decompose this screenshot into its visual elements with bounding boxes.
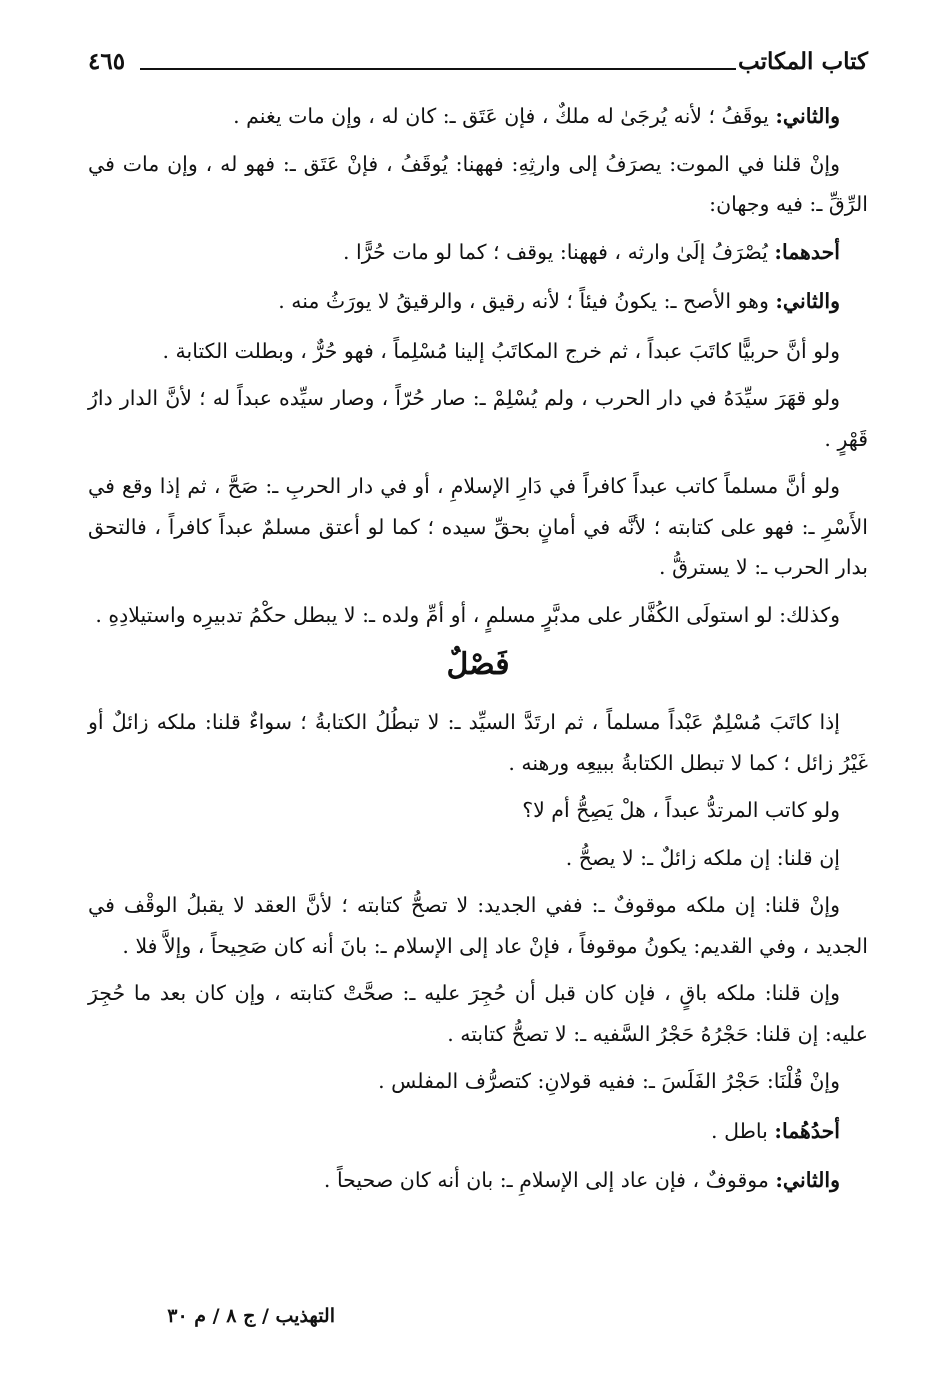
paragraph-text: وإنْ قلنا في الموت: يصرَفُ إلى وارثِهِ: فههنا: يُوقَفُ ، فإنْ عَتَق ـ: فهو له ، وإن مات في الرِّقِّ ـ: فيه وجهان: [88,151,868,216]
paragraph [88,595,868,636]
paragraph-lead: والثاني: [775,1168,840,1192]
paragraph [88,973,868,1054]
paragraph [88,790,868,831]
printer-signature: التهذيب / ج ٨ / م ٣٠ [167,1305,335,1327]
paragraph-text: إذا كاتَبَ مُسْلِمٌ عَبْداً مسلماً ، ثم ارتَدَّ السيِّد ـ: لا تبطُلُ الكتابةُ ؛ سواءٌ قلنا: ملكه زائلٌ أو غَيْرُ زائل ؛ كما لا تبطل الكتابةُ ببيعِه ورهنه . [88,710,868,775]
page-header [88,48,868,88]
paragraph-text: ولو قهَرَ سيِّدَهُ في دار الحرب ، ولم يُسْلِمْ ـ: صار حُرّاً ، وصار سيِّده عبداً له ؛ لأنَّ الدار دارُ قَهْرٍ . [88,386,868,451]
paragraph [88,281,868,322]
paragraph [88,1111,868,1152]
paragraph-text: موقوفٌ ، فإن عاد إلى الإسلامِ ـ: بان أنه كان صحيحاً . [323,1168,776,1192]
paragraph [88,466,868,588]
paragraph [88,331,868,372]
paragraph-lead: والثاني: [775,104,840,128]
paragraph [88,378,868,459]
paragraph-text: وكذلك: لو استولَى الكُفَّار على مدبَّرٍ مسلمٍ ، أو أمِّ ولده ـ: لا يبطل حكْمُ تدبيرِه واستيلادِهِ . [95,602,840,627]
chapter-title: كتاب المكاتب [738,48,868,75]
paragraph [88,1160,868,1201]
paragraph [88,838,868,879]
header-rule [140,68,736,70]
paragraph-lead: أحدهما: [774,239,840,264]
paragraph [88,232,868,273]
paragraph [88,144,868,225]
paragraph-text: ولو أنَّ حربيًّا كاتَبَ عبداً ، ثم خرج المكاتَبُ إلينا مُسْلِماً ، فهو حُرٌّ ، وبطلت الكتابة . [162,338,840,363]
paragraph-text: إن قلنا: إن ملكه زائلٌ ـ: لا يصحُّ . [565,845,840,870]
page-body [88,96,868,1210]
paragraph-text: وإنْ قُلْنَا: حَجْرُ الفَلَسَ ـ: ففيه قولانِ: كتصرُّف المفلس . [378,1069,840,1093]
paragraph-text: وإنْ قلنا: إن ملكه موقوفٌ ـ: ففي الجديد: لا تصحُّ كتابته ؛ لأنَّ العقد لا يقبلُ الوقْف في الجديد ، وفي القديم: يكونُ موقوفاً ، فإنْ عاد إلى الإسلام ـ: بانَ أنه كان صَحِيحاً ، وإلاَّ فلا . [88,893,868,958]
paragraph [88,1061,868,1102]
paragraph [88,885,868,966]
paragraph-lead: أحدُهُما: [774,1118,840,1143]
paragraph-text: يُصْرَفُ إلَىٰ وارثه ، فههنا: يوقف ؛ كما لو مات حُرًّا . [343,239,775,264]
paragraph-text: وهو الأصح ـ: يكونُ فيئاً ؛ لأنه رقيق ، والرقيقُ لا يورَثُ منه . [278,289,776,313]
paragraph-text: يوقَفُ ؛ لأنه يُرجَىٰ له ملكٌ ، فإن عَتَق ـ: كان له ، وإن مات يغنم . [233,104,776,128]
paragraph-text: باطل . [711,1118,775,1143]
paragraph-text: ولو كاتب المرتدُّ عبداً ، هلْ يَصِحُّ أم لا؟ [522,798,840,822]
page-number: ٤٦٥ [88,48,126,75]
paragraph-lead: والثاني: [775,289,840,313]
paragraph-text: وإن قلنا: ملكه باقٍ ، فإن كان قبل أن حُجِرَ عليه ـ: صحَّتْ كتابته ، وإن كان بعد ما حُجِرَ عليه: إن قلنا: حَجْرُهُ حَجْرُ السَّفيه ـ: لا تصحُّ كتابته . [88,981,868,1046]
paragraph [88,96,868,137]
section-heading: فَصْلٌ [446,647,510,682]
paragraph-text: ولو أنَّ مسلماً كاتب عبداً كافراً في دَارِ الإسلامِ ، أو في دار الحربِ ـ: صَحَّ ، ثم إذا وقع في الأَسْرِ ـ: فهو على كتابته ؛ لأنَّه في أمانٍ بحقِّ سيده ؛ كما لو أعتق مسلمٌ عبداً كافراً ، فالتحق بدار الحرب ـ: لا يسترقُّ . [88,474,868,579]
paragraph [88,702,868,783]
